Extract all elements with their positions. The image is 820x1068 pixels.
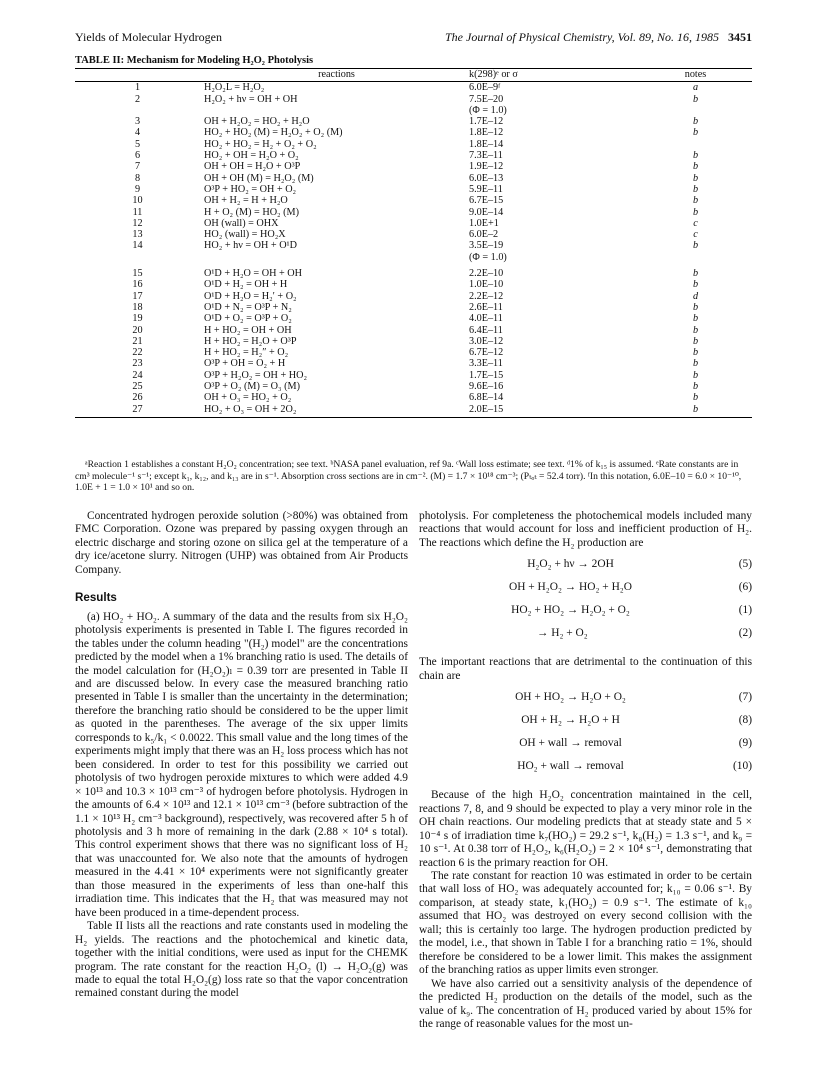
table-row <box>75 127 752 138</box>
right-paragraph-2: The important reactions that are detrimental to the continuation of this chain are <box>419 656 752 682</box>
reaction-number: 6 <box>134 150 141 162</box>
reaction-number: 8 <box>134 172 141 184</box>
equation-number: (5) <box>738 558 752 571</box>
reaction-number: 20 <box>132 324 143 336</box>
reaction-equation: HO₂ + HO₂ = H₂ + O₂ + O₂ <box>204 138 317 150</box>
reaction-equation: HO₂ + O₃ = OH + 2O₂ <box>200 404 469 418</box>
rate-constant: 1.7E–15 <box>469 369 504 381</box>
right-column <box>419 510 752 1031</box>
table-caption: TABLE II: Mechanism for Modeling H₂O₂ Photolysis <box>75 55 314 66</box>
reaction-note: b <box>692 93 699 105</box>
equation-7 <box>419 691 752 712</box>
reaction-note: b <box>692 116 699 128</box>
reaction-note: b <box>692 161 699 173</box>
table-row <box>75 173 752 184</box>
table-row <box>75 336 752 347</box>
table-row <box>75 291 752 302</box>
reaction-equation: OH + H₂O₂ = HO₂ + H₂O <box>204 116 310 128</box>
reaction-equation: O³P + H₂O₂ = OH + HO₂ <box>204 369 308 381</box>
reaction-equation: OH (wall) = OHX <box>204 217 279 229</box>
reaction-equation: O¹D + H₂O = OH + OH <box>204 268 302 280</box>
reaction-number: 15 <box>132 268 143 280</box>
table-row <box>75 184 752 195</box>
rate-constant: 2.6E–11 <box>469 301 503 313</box>
journal-name: The Journal of Physical Chemistry, Vol. 89, No. 16, 1985 <box>445 30 719 44</box>
reaction-note: b <box>692 301 699 313</box>
header-reactions: reactions <box>200 69 469 82</box>
reaction-note: c <box>693 217 698 229</box>
rate-constant: 2.2E–12 <box>469 290 504 302</box>
reaction-number: 21 <box>132 335 143 347</box>
mechanism-table <box>75 68 752 418</box>
reaction-note: a <box>692 82 699 94</box>
table-row <box>75 263 752 279</box>
reaction-equation: H + HO₂ = H₂″ + O₂ <box>204 347 289 359</box>
equation-number: (7) <box>738 691 752 704</box>
reaction-equation: O¹D + H₂ = OH + H <box>204 279 288 291</box>
reaction-equation: O³P + O₂ (M) = O₃ (M) <box>204 381 300 393</box>
equation-6 <box>419 581 752 602</box>
rate-constant: 6.7E–15 <box>469 195 504 207</box>
reaction-equation: H₂O₂ + hν = OH + OH <box>204 93 298 105</box>
reaction-equation: OH + OH (M) = H₂O₂ (M) <box>204 172 314 184</box>
reaction-equation: O¹D + N₂ = O³P + N₂ <box>204 301 292 313</box>
table-header-row <box>75 69 752 82</box>
rate-constant: 3.3E–11 <box>469 358 503 370</box>
reaction-equation: OH + O₃ = HO₂ + O₂ <box>204 392 292 404</box>
reaction-number: 5 <box>134 138 141 150</box>
header-index <box>75 69 200 82</box>
running-title: Yields of Molecular Hydrogen <box>75 30 222 44</box>
reaction-equation: O¹D + O₂ = O³P + O₂ <box>204 313 292 325</box>
reaction-number: 11 <box>132 206 143 218</box>
reaction-number <box>75 105 200 116</box>
table-row <box>75 313 752 324</box>
rate-constant: 9.0E–14 <box>469 206 504 218</box>
table-footnotes: ᵃReaction 1 establishes a constant H₂O₂ concentration; see text. ᵇNASA panel evaluation, ref 9a. ᶜWall loss estimate; see text. ᵈ1% of k₁₅ is assumed. ᵉRate constants are in cm³ molecule⁻¹ s⁻¹; except k₁, k₁₂, and k₁₃ are in s⁻¹. Absorption cross sections are in cm⁻². (M) = 1.7 × 10¹⁸ cm⁻³; (Pₜₒₜ = 52.4 torr). ᶠIn this notation, 6.0E–10 = 6.0 × 10⁻¹⁰, 1.0E + 1 = 1.0 × 10¹ and so on. <box>75 459 742 493</box>
equation-5 <box>419 558 752 579</box>
rate-constant: 9.6E–16 <box>469 381 504 393</box>
reaction-equation: HO₂ + hν = OH + O¹D <box>204 240 297 252</box>
equation-9 <box>419 737 752 758</box>
rate-constant: 3.0E–12 <box>469 335 504 347</box>
reaction-number: 14 <box>132 240 143 252</box>
equation-expression: OH + wall → removal <box>519 737 622 750</box>
reaction-number: 4 <box>134 127 141 139</box>
reaction-equation: HO₂ + HO₂ (M) = H₂O₂ + O₂ (M) <box>204 127 343 139</box>
rate-constant: (Φ = 1.0) <box>469 104 507 116</box>
table-row <box>75 358 752 369</box>
table-row <box>75 279 752 290</box>
rate-constant: 1.0E–10 <box>469 279 504 291</box>
rate-constant: 1.8E–14 <box>469 138 504 150</box>
table-row <box>75 240 752 251</box>
reaction-number: 22 <box>132 347 143 359</box>
reaction-number: 7 <box>134 161 141 173</box>
equation-expression: OH + H₂ → H₂O + H <box>521 714 620 727</box>
table-row <box>75 404 752 418</box>
table-row <box>75 370 752 381</box>
rate-constant: 1.0E+1 <box>469 217 499 229</box>
equation-expression: OH + HO₂ → H₂O + O₂ <box>515 691 626 704</box>
rate-constant: 6.8E–14 <box>469 392 504 404</box>
table-row <box>75 161 752 172</box>
rate-constant: 5.9E–11 <box>469 183 503 195</box>
journal-citation <box>445 30 752 45</box>
page-number: 3451 <box>728 30 752 44</box>
reaction-number: 16 <box>132 279 143 291</box>
table-row <box>75 105 752 116</box>
reaction-number: 19 <box>132 313 143 325</box>
reaction-number: 13 <box>132 229 143 241</box>
table-row <box>75 94 752 105</box>
reaction-equation <box>200 105 469 116</box>
equation-number: (6) <box>738 581 752 594</box>
results-paragraph-1: (a) HO₂ + HO₂. A summary of the data and the results from six H₂O₂ photolysis experiments is presented in Table I. The figures recorded in the tables under the column heading "(H₂) model" are the concentrations predicted by the model when a 1% branching ratio is used. The details of the model calculation for (H₂O₂)ₗ = 0.39 torr are presented in Table II and are discussed below. In every case the measured branching ratio presented in Table I is smaller than the uncertainty in the determination; therefore the branching ratio should be considered to be the upper limit as quoted in the parentheses. The average of the six upper limits corresponds to k₅/k₁ < 0.0022. This small value and the long times of the experiments might imply that there was an H₂ loss process which has not been considered. In order to test for this possibility we carried out photolysis of two hydrogen peroxide mixtures to which were added 4.9 × 10¹³ and 10.3 × 10¹³ cm⁻³ of hydrogen before photolysis. Hydrogen in the amounts of 6.4 × 10¹³ and 12.1 × 10¹³ cm⁻³ (before subtraction of the 1.1 × 10¹³ H₂ cm⁻³ background), respectively, was recovered after 5 h of photolysis and 3 h more of remaining in the dark (2.88 × 10⁴ s total). This control experiment shows that there was no significant loss of H₂ that was unaccounted for. We also note that the amounts of hydrogen measured in the 4.41 × 10⁴ experiments were not significantly greater than those measured in the experiments of less than one-half this irradiation time. This indicates that the H₂ that was measured may not have been produced in a time-dependent process. <box>75 610 408 919</box>
equation-expression: HO₂ + wall → removal <box>517 760 624 773</box>
right-paragraph-4: The rate constant for reaction 10 was estimated in order to be certain that wall loss of HO₂ was adequately accounted for; k₁₀ = 0.06 s⁻¹. By comparison, at steady state, k₁(HO₂) = 0.9 s⁻¹. The estimate of k₁₀ assumed that HO₂ was destroyed on every second collision with the wall; this is certainly too large. The hydrogen production predicted by the model, i.e., that shown in Table I for a branching ratio = 1%, should therefore be considered to be a lower limit. This makes the assignment of the branching ratios as upper limits even stronger. <box>419 869 752 977</box>
header-rate-constant: k(298)ᵉ or σ <box>469 69 639 82</box>
reaction-note: b <box>692 127 699 139</box>
table-row <box>75 229 752 240</box>
rate-constant: 2.0E–15 <box>469 404 639 418</box>
reaction-number: 27 <box>75 404 200 418</box>
table-row <box>75 381 752 392</box>
rate-constant: 7.5E–20 <box>469 93 504 105</box>
reaction-note: b <box>692 172 699 184</box>
rate-constant: 6.0E–9ᶠ <box>469 82 501 94</box>
equation-number: (8) <box>738 714 752 727</box>
materials-paragraph: Concentrated hydrogen peroxide solution (>80%) was obtained from FMC Corporation. Ozone was prepared by passing oxygen through an electric discharge and storing ozone on silica gel at the temperature of a dry ice/acetone slurry. Nitrogen (UHP) was obtained from Air Products Company. <box>75 510 408 576</box>
reaction-note: b <box>692 358 699 370</box>
equation-10 <box>419 760 752 781</box>
table-body <box>75 82 752 418</box>
rate-constant: 6.7E–12 <box>469 347 504 359</box>
table-row <box>75 207 752 218</box>
equation-2 <box>419 627 752 648</box>
rate-constant: 1.8E–12 <box>469 127 504 139</box>
rate-constant: 1.9E–12 <box>469 161 504 173</box>
reaction-equation: OH + OH = H₂O + O³P <box>204 161 301 173</box>
rate-constant: 6.0E–2 <box>469 229 499 241</box>
reaction-number: 10 <box>132 195 143 207</box>
reaction-note: b <box>692 279 699 291</box>
equation-1 <box>419 604 752 625</box>
table-row <box>75 139 752 150</box>
reaction-number <box>75 252 200 263</box>
right-paragraph-5: We have also carried out a sensitivity analysis of the dependence of the predicted H₂ production on the details of the model, such as the value of k₉. The concentration of H₂ produced varied by about 15% for the range of reasonable values for the most un- <box>419 977 752 1030</box>
equation-number: (2) <box>738 627 752 640</box>
reaction-note: b <box>692 392 699 404</box>
reaction-note: b <box>639 404 752 418</box>
reaction-equation: O¹D + H₂O = H₂′ + O₂ <box>204 290 297 302</box>
reaction-number: 23 <box>132 358 143 370</box>
reaction-note: b <box>692 195 699 207</box>
reaction-equation <box>200 252 469 263</box>
equation-expression: OH + H₂O₂ → HO₂ + H₂O <box>508 581 633 594</box>
reaction-equation: H + HO₂ = OH + OH <box>204 324 292 336</box>
reaction-note: b <box>692 369 699 381</box>
reaction-note: c <box>693 229 698 241</box>
reaction-number: 1 <box>134 82 141 94</box>
reaction-note: b <box>692 313 699 325</box>
reaction-number: 3 <box>134 116 141 128</box>
table-row <box>75 325 752 336</box>
reaction-equation: OH + H₂ = H + H₂O <box>204 195 288 207</box>
reaction-equation: H + HO₂ = H₂O + O³P <box>204 335 297 347</box>
rate-constant: (Φ = 1.0) <box>469 251 507 263</box>
reaction-equation: O³P + OH = O₂ + H <box>204 358 286 370</box>
running-header <box>75 30 752 46</box>
table-row <box>75 347 752 358</box>
reaction-note: d <box>692 290 699 302</box>
reaction-note <box>639 252 752 263</box>
table-row <box>75 302 752 313</box>
rate-constant: 1.7E–12 <box>469 116 504 128</box>
reaction-number: 24 <box>132 369 143 381</box>
rate-constant: 4.0E–11 <box>469 313 503 325</box>
equation-8 <box>419 714 752 735</box>
reaction-number: 12 <box>132 217 143 229</box>
reaction-equation: H + O₂ (M) = HO₂ (M) <box>204 206 299 218</box>
equation-number: (10) <box>733 760 752 773</box>
rate-constant: 7.3E–11 <box>469 150 503 162</box>
equation-expression: → H₂ + O₂ <box>537 627 588 640</box>
reaction-equation: H₂O₂L = H₂O₂ <box>204 82 265 94</box>
table-row <box>75 392 752 403</box>
reaction-note: b <box>692 183 699 195</box>
reaction-number: 9 <box>134 183 141 195</box>
reaction-note: b <box>692 240 699 252</box>
rate-constant: 3.5E–19 <box>469 240 504 252</box>
equation-number: (1) <box>738 604 752 617</box>
reaction-note <box>639 105 752 116</box>
reaction-note: b <box>692 324 699 336</box>
reaction-note: b <box>692 335 699 347</box>
reaction-note: b <box>692 150 699 162</box>
reaction-note: b <box>692 347 699 359</box>
reaction-equation: HO₂ + OH = H₂O + O₂ <box>204 150 299 162</box>
reaction-equation: O³P + HO₂ = OH + O₂ <box>204 183 297 195</box>
reaction-note: b <box>692 268 699 280</box>
reaction-note <box>639 139 752 150</box>
right-paragraph-1: photolysis. For completeness the photochemical models included many reactions that would account for loss and inefficient production of H₂. The reactions which define the H₂ production are <box>419 510 752 549</box>
header-notes: notes <box>639 69 752 82</box>
reaction-number: 2 <box>134 93 141 105</box>
table-row <box>75 218 752 229</box>
left-column <box>75 510 408 1001</box>
reaction-equation: HO₂ (wall) = HO₂X <box>204 229 286 241</box>
equation-expression: HO₂ + HO₂ → H₂O₂ + O₂ <box>511 604 630 617</box>
table-row <box>75 116 752 127</box>
table-row <box>75 150 752 161</box>
rate-constant: 6.0E–13 <box>469 172 504 184</box>
reaction-number: 17 <box>132 290 143 302</box>
equation-block-1 <box>419 558 752 648</box>
results-paragraph-2: Table II lists all the reactions and rate constants used in modeling the H₂ yields. The reactions and the photochemical and kinetic data, together with the initial conditions, were used as input for the CHEMK program. The rate constant for the reaction H₂O₂ (l) → H₂O₂(g) was made to equal the total H₂O₂(g) loss rate so that the vapor concentration remained constant during the model <box>75 920 408 1000</box>
reaction-number: 26 <box>132 392 143 404</box>
table-row <box>75 82 752 94</box>
rate-constant: 2.2E–10 <box>469 268 504 280</box>
equation-number: (9) <box>738 737 752 750</box>
reaction-note: b <box>692 381 699 393</box>
equation-block-2 <box>419 691 752 781</box>
table-row <box>75 195 752 206</box>
reaction-number: 25 <box>132 381 143 393</box>
reaction-note: b <box>692 206 699 218</box>
right-paragraph-3: Because of the high H₂O₂ concentration maintained in the cell, reactions 7, 8, and 9 should be expected to play a very minor role in the OH chain reactions. Our modeling predicts that at steady state and 5 × 10⁻⁴ s of irradiation time k₇(HO₂) = 29.2 s⁻¹, k₈(H₂) = 1.3 s⁻¹, and k₉ = 10 s⁻¹. At 0.38 torr of H₂O₂, k₆(H₂O₂) = 2 × 10⁴ s⁻¹, demonstrating that reaction 6 is the primary reaction for OH. <box>419 789 752 869</box>
rate-constant: 6.4E–11 <box>469 324 503 336</box>
equation-expression: H₂O₂ + hν → 2OH <box>527 558 614 571</box>
table-row <box>75 252 752 263</box>
reaction-number: 18 <box>132 301 143 313</box>
section-heading-results: Results <box>75 591 117 605</box>
